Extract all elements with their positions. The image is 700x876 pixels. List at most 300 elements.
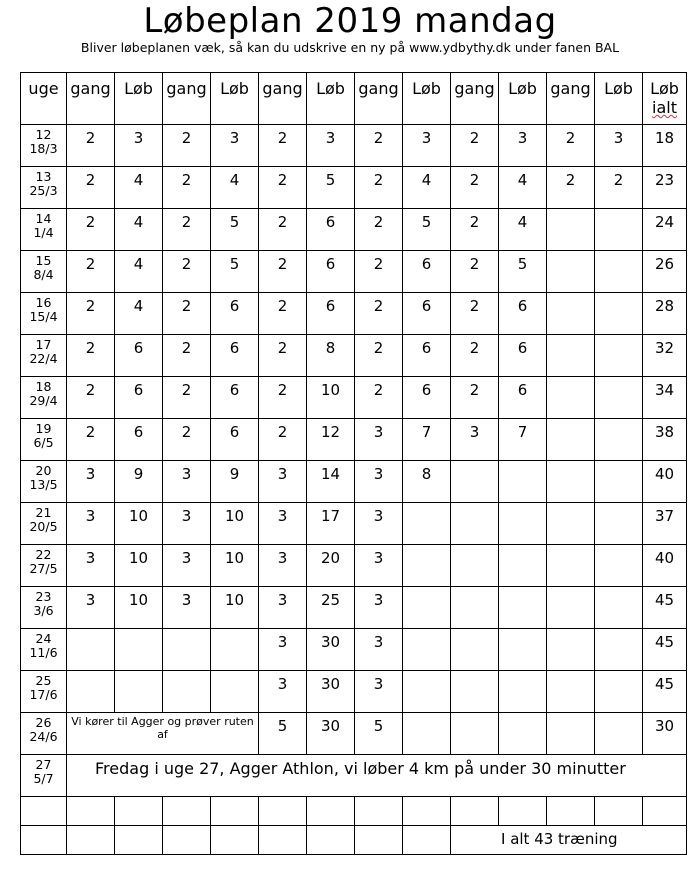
data-cell: 2 bbox=[355, 209, 403, 251]
total-cell: 45 bbox=[643, 671, 687, 713]
data-cell bbox=[595, 377, 643, 419]
data-cell: 14 bbox=[307, 461, 355, 503]
data-cell: 2 bbox=[451, 377, 499, 419]
data-cell bbox=[67, 671, 115, 713]
data-cell: 2 bbox=[355, 167, 403, 209]
total-cell: 26 bbox=[643, 251, 687, 293]
week-number: 19 bbox=[35, 421, 52, 436]
data-cell: 3 bbox=[259, 461, 307, 503]
empty-cell bbox=[259, 797, 307, 826]
data-cell: 4 bbox=[115, 167, 163, 209]
table-row bbox=[21, 545, 687, 587]
table-row bbox=[21, 251, 687, 293]
data-cell: 3 bbox=[355, 671, 403, 713]
data-cell bbox=[211, 671, 259, 713]
data-cell: 4 bbox=[115, 293, 163, 335]
week-date: 20/5 bbox=[29, 519, 58, 534]
week-number: 22 bbox=[35, 547, 52, 562]
empty-cell bbox=[115, 826, 163, 855]
week-cell bbox=[21, 545, 67, 587]
data-cell: 3 bbox=[259, 671, 307, 713]
empty-cell bbox=[163, 797, 211, 826]
data-cell: 30 bbox=[307, 713, 355, 755]
data-cell: 6 bbox=[115, 419, 163, 461]
total-cell: 23 bbox=[643, 167, 687, 209]
empty-cell bbox=[115, 797, 163, 826]
total-cell: 37 bbox=[643, 503, 687, 545]
week-date: 25/3 bbox=[29, 183, 58, 198]
data-cell: 2 bbox=[67, 251, 115, 293]
week-number: 17 bbox=[35, 337, 52, 352]
week-cell bbox=[21, 125, 67, 167]
data-cell bbox=[595, 629, 643, 671]
total-header-line: ialt bbox=[652, 98, 677, 117]
week-cell bbox=[21, 461, 67, 503]
total-cell: 45 bbox=[643, 587, 687, 629]
table-row bbox=[21, 377, 687, 419]
week-date: 18/3 bbox=[29, 141, 58, 156]
column-header: Løb bbox=[307, 73, 355, 125]
data-cell bbox=[403, 629, 451, 671]
empty-row bbox=[21, 797, 687, 826]
data-cell bbox=[163, 629, 211, 671]
week-cell bbox=[21, 419, 67, 461]
data-cell: 3 bbox=[355, 419, 403, 461]
week-date: 15/4 bbox=[29, 309, 58, 324]
week-number: 16 bbox=[35, 295, 52, 310]
week-cell bbox=[21, 209, 67, 251]
data-cell: 3 bbox=[259, 587, 307, 629]
week-cell bbox=[21, 377, 67, 419]
data-cell bbox=[595, 671, 643, 713]
table-row bbox=[21, 209, 687, 251]
data-cell: 3 bbox=[67, 545, 115, 587]
note-cell: Vi kører til Agger og prøver ruten af bbox=[67, 713, 259, 755]
week-cell bbox=[21, 587, 67, 629]
week-date: 8/4 bbox=[33, 267, 54, 282]
week-cell bbox=[21, 503, 67, 545]
data-cell: 30 bbox=[307, 629, 355, 671]
data-cell bbox=[499, 713, 547, 755]
data-cell: 6 bbox=[403, 251, 451, 293]
info-cell: Fredag i uge 27, Agger Athlon, vi løber 4 km på under 30 minutter bbox=[67, 755, 687, 797]
data-cell: 2 bbox=[163, 377, 211, 419]
header-row bbox=[21, 73, 687, 125]
data-cell: 3 bbox=[163, 545, 211, 587]
data-cell bbox=[547, 293, 595, 335]
week-number: 26 bbox=[35, 715, 52, 730]
data-cell bbox=[499, 503, 547, 545]
data-cell: 2 bbox=[451, 335, 499, 377]
total-cell: 24 bbox=[643, 209, 687, 251]
table-row bbox=[21, 419, 687, 461]
total-cell: 32 bbox=[643, 335, 687, 377]
week-number: 12 bbox=[35, 127, 52, 142]
data-cell bbox=[595, 209, 643, 251]
data-cell bbox=[115, 629, 163, 671]
data-cell: 4 bbox=[499, 167, 547, 209]
data-cell: 4 bbox=[115, 251, 163, 293]
empty-cell bbox=[67, 826, 115, 855]
data-cell: 3 bbox=[259, 629, 307, 671]
week-date: 5/7 bbox=[33, 771, 54, 786]
total-cell: 38 bbox=[643, 419, 687, 461]
empty-cell bbox=[547, 797, 595, 826]
data-cell: 6 bbox=[403, 293, 451, 335]
empty-cell bbox=[21, 826, 67, 855]
data-cell: 3 bbox=[115, 125, 163, 167]
data-cell bbox=[547, 545, 595, 587]
data-cell: 25 bbox=[307, 587, 355, 629]
data-cell: 2 bbox=[67, 419, 115, 461]
data-cell bbox=[451, 713, 499, 755]
data-cell: 6 bbox=[403, 335, 451, 377]
data-cell bbox=[403, 671, 451, 713]
table-row bbox=[21, 503, 687, 545]
data-cell: 2 bbox=[67, 293, 115, 335]
week-cell bbox=[21, 335, 67, 377]
week-cell bbox=[21, 629, 67, 671]
data-cell: 10 bbox=[211, 545, 259, 587]
data-cell bbox=[451, 503, 499, 545]
data-cell: 8 bbox=[307, 335, 355, 377]
data-cell: 20 bbox=[307, 545, 355, 587]
week-cell bbox=[21, 713, 67, 755]
data-cell bbox=[499, 461, 547, 503]
data-cell: 3 bbox=[355, 545, 403, 587]
data-cell: 6 bbox=[403, 377, 451, 419]
data-cell: 30 bbox=[307, 671, 355, 713]
data-cell: 2 bbox=[163, 125, 211, 167]
empty-cell bbox=[163, 826, 211, 855]
data-cell: 3 bbox=[355, 503, 403, 545]
table-row bbox=[21, 335, 687, 377]
data-cell bbox=[547, 419, 595, 461]
column-header: gang bbox=[67, 73, 115, 125]
data-cell: 2 bbox=[67, 167, 115, 209]
data-cell: 6 bbox=[307, 209, 355, 251]
data-cell: 3 bbox=[355, 461, 403, 503]
table-row bbox=[21, 125, 687, 167]
data-cell: 10 bbox=[115, 587, 163, 629]
week-date: 13/5 bbox=[29, 477, 58, 492]
table-row bbox=[21, 167, 687, 209]
data-cell bbox=[547, 461, 595, 503]
empty-cell bbox=[307, 797, 355, 826]
data-cell: 2 bbox=[355, 335, 403, 377]
data-cell bbox=[499, 545, 547, 587]
data-cell bbox=[595, 419, 643, 461]
data-cell: 6 bbox=[499, 293, 547, 335]
week-number: 27 bbox=[35, 757, 52, 772]
data-cell bbox=[451, 461, 499, 503]
total-row bbox=[21, 826, 687, 855]
week-date: 27/5 bbox=[29, 561, 58, 576]
data-cell: 2 bbox=[451, 251, 499, 293]
data-cell: 5 bbox=[307, 167, 355, 209]
empty-cell bbox=[499, 797, 547, 826]
empty-cell bbox=[451, 797, 499, 826]
total-cell: 28 bbox=[643, 293, 687, 335]
data-cell: 3 bbox=[259, 503, 307, 545]
page-title: Løbeplan 2019 mandag bbox=[143, 1, 557, 41]
total-training-cell: I alt 43 træning bbox=[451, 826, 687, 855]
week-number: 25 bbox=[35, 673, 52, 688]
data-cell: 3 bbox=[307, 125, 355, 167]
data-cell: 2 bbox=[451, 209, 499, 251]
week-date: 24/6 bbox=[29, 729, 58, 744]
week-date: 6/5 bbox=[33, 435, 54, 450]
data-cell bbox=[547, 251, 595, 293]
column-header: Løb bbox=[499, 73, 547, 125]
data-cell bbox=[547, 587, 595, 629]
data-cell: 5 bbox=[211, 209, 259, 251]
week-number: 23 bbox=[35, 589, 52, 604]
data-cell: 2 bbox=[451, 125, 499, 167]
data-cell bbox=[547, 671, 595, 713]
table-row bbox=[21, 713, 687, 755]
data-cell bbox=[451, 671, 499, 713]
data-cell: 4 bbox=[499, 209, 547, 251]
data-cell: 2 bbox=[355, 377, 403, 419]
week-cell bbox=[21, 167, 67, 209]
data-cell: 2 bbox=[595, 167, 643, 209]
data-cell: 10 bbox=[211, 587, 259, 629]
data-cell bbox=[547, 503, 595, 545]
data-cell: 2 bbox=[67, 335, 115, 377]
data-cell: 2 bbox=[163, 251, 211, 293]
data-cell: 12 bbox=[307, 419, 355, 461]
week-number: 20 bbox=[35, 463, 52, 478]
column-header: Løb bbox=[403, 73, 451, 125]
table-row bbox=[21, 461, 687, 503]
empty-cell bbox=[643, 797, 687, 826]
data-cell: 2 bbox=[259, 293, 307, 335]
data-cell: 2 bbox=[67, 377, 115, 419]
week-date: 1/4 bbox=[33, 225, 54, 240]
page-subtitle: Bliver løbeplanen væk, så kan du udskrive en ny på www.ydbythy.dk under fanen BAL bbox=[80, 40, 620, 55]
data-cell: 2 bbox=[163, 419, 211, 461]
data-cell bbox=[595, 461, 643, 503]
column-header: gang bbox=[355, 73, 403, 125]
table-body bbox=[21, 73, 687, 855]
data-cell bbox=[499, 671, 547, 713]
week-number: 21 bbox=[35, 505, 52, 520]
empty-cell bbox=[211, 826, 259, 855]
data-cell: 17 bbox=[307, 503, 355, 545]
column-header: gang bbox=[451, 73, 499, 125]
data-cell: 6 bbox=[307, 251, 355, 293]
data-cell: 4 bbox=[115, 209, 163, 251]
data-cell bbox=[547, 335, 595, 377]
data-cell: 2 bbox=[547, 167, 595, 209]
total-header-line: Løb bbox=[650, 79, 679, 98]
data-cell: 3 bbox=[499, 125, 547, 167]
data-cell: 10 bbox=[211, 503, 259, 545]
column-header: Løb bbox=[595, 73, 643, 125]
column-header: gang bbox=[547, 73, 595, 125]
data-cell: 10 bbox=[307, 377, 355, 419]
column-header: uge bbox=[21, 73, 67, 125]
data-cell: 5 bbox=[211, 251, 259, 293]
data-cell: 7 bbox=[403, 419, 451, 461]
column-header: Løb bbox=[115, 73, 163, 125]
total-cell: 18 bbox=[643, 125, 687, 167]
week-number: 24 bbox=[35, 631, 52, 646]
data-cell: 2 bbox=[547, 125, 595, 167]
data-cell: 3 bbox=[163, 587, 211, 629]
data-cell: 10 bbox=[115, 503, 163, 545]
week-date: 22/4 bbox=[29, 351, 58, 366]
data-cell bbox=[403, 545, 451, 587]
data-cell: 5 bbox=[403, 209, 451, 251]
data-cell: 2 bbox=[355, 125, 403, 167]
data-cell: 4 bbox=[403, 167, 451, 209]
column-header-total bbox=[643, 73, 687, 125]
data-cell: 2 bbox=[259, 335, 307, 377]
empty-cell bbox=[403, 797, 451, 826]
empty-cell bbox=[307, 826, 355, 855]
data-cell: 2 bbox=[259, 251, 307, 293]
data-cell: 5 bbox=[259, 713, 307, 755]
week-number: 18 bbox=[35, 379, 52, 394]
week-date: 29/4 bbox=[29, 393, 58, 408]
empty-cell bbox=[21, 797, 67, 826]
column-header: gang bbox=[259, 73, 307, 125]
data-cell: 6 bbox=[211, 335, 259, 377]
data-cell bbox=[115, 671, 163, 713]
table-row bbox=[21, 293, 687, 335]
data-cell: 2 bbox=[67, 209, 115, 251]
data-cell bbox=[595, 713, 643, 755]
data-cell bbox=[547, 713, 595, 755]
data-cell: 2 bbox=[259, 125, 307, 167]
data-cell: 3 bbox=[67, 503, 115, 545]
data-cell bbox=[595, 587, 643, 629]
data-cell: 2 bbox=[163, 335, 211, 377]
empty-cell bbox=[211, 797, 259, 826]
data-cell: 3 bbox=[67, 587, 115, 629]
empty-cell bbox=[403, 826, 451, 855]
week-cell bbox=[21, 251, 67, 293]
data-cell: 3 bbox=[355, 587, 403, 629]
empty-cell bbox=[67, 797, 115, 826]
total-cell: 40 bbox=[643, 461, 687, 503]
data-cell bbox=[547, 629, 595, 671]
data-cell bbox=[547, 377, 595, 419]
data-cell bbox=[67, 629, 115, 671]
data-cell: 3 bbox=[259, 545, 307, 587]
data-cell: 6 bbox=[211, 419, 259, 461]
week-number: 14 bbox=[35, 211, 52, 226]
data-cell: 2 bbox=[451, 293, 499, 335]
data-cell bbox=[499, 629, 547, 671]
data-cell: 6 bbox=[499, 335, 547, 377]
week-cell bbox=[21, 671, 67, 713]
data-cell bbox=[595, 293, 643, 335]
data-cell: 6 bbox=[115, 377, 163, 419]
data-cell: 2 bbox=[259, 419, 307, 461]
data-cell bbox=[595, 335, 643, 377]
data-cell: 6 bbox=[211, 293, 259, 335]
column-header: gang bbox=[163, 73, 211, 125]
total-cell: 30 bbox=[643, 713, 687, 755]
table-row bbox=[21, 755, 687, 797]
data-cell: 3 bbox=[163, 461, 211, 503]
week-date: 3/6 bbox=[33, 603, 54, 618]
data-cell bbox=[211, 629, 259, 671]
empty-cell bbox=[259, 826, 307, 855]
empty-cell bbox=[595, 797, 643, 826]
data-cell: 2 bbox=[67, 125, 115, 167]
week-date: 17/6 bbox=[29, 687, 58, 702]
data-cell bbox=[403, 713, 451, 755]
data-cell bbox=[451, 545, 499, 587]
data-cell bbox=[547, 209, 595, 251]
data-cell: 2 bbox=[259, 377, 307, 419]
data-cell bbox=[451, 629, 499, 671]
data-cell: 5 bbox=[355, 713, 403, 755]
week-cell bbox=[21, 755, 67, 797]
data-cell: 2 bbox=[355, 251, 403, 293]
week-number: 15 bbox=[35, 253, 52, 268]
data-cell: 2 bbox=[259, 209, 307, 251]
week-date: 11/6 bbox=[29, 645, 58, 660]
data-cell: 6 bbox=[211, 377, 259, 419]
data-cell: 3 bbox=[403, 125, 451, 167]
data-cell: 3 bbox=[451, 419, 499, 461]
data-cell bbox=[595, 503, 643, 545]
data-cell: 3 bbox=[355, 629, 403, 671]
data-cell: 2 bbox=[259, 167, 307, 209]
data-cell bbox=[499, 587, 547, 629]
total-cell: 40 bbox=[643, 545, 687, 587]
week-cell bbox=[21, 293, 67, 335]
data-cell: 4 bbox=[211, 167, 259, 209]
empty-cell bbox=[355, 826, 403, 855]
data-cell: 2 bbox=[355, 293, 403, 335]
table-row bbox=[21, 629, 687, 671]
total-cell: 45 bbox=[643, 629, 687, 671]
data-cell: 3 bbox=[163, 503, 211, 545]
data-cell: 3 bbox=[211, 125, 259, 167]
data-cell: 7 bbox=[499, 419, 547, 461]
data-cell: 10 bbox=[115, 545, 163, 587]
data-cell bbox=[403, 503, 451, 545]
data-cell: 9 bbox=[115, 461, 163, 503]
column-header: Løb bbox=[211, 73, 259, 125]
data-cell: 6 bbox=[307, 293, 355, 335]
data-cell: 2 bbox=[451, 167, 499, 209]
data-cell: 3 bbox=[595, 125, 643, 167]
data-cell bbox=[595, 545, 643, 587]
data-cell: 3 bbox=[67, 461, 115, 503]
data-cell: 2 bbox=[163, 167, 211, 209]
data-cell: 8 bbox=[403, 461, 451, 503]
data-cell: 5 bbox=[499, 251, 547, 293]
data-cell bbox=[403, 587, 451, 629]
table-row bbox=[21, 587, 687, 629]
data-cell bbox=[595, 251, 643, 293]
week-number: 13 bbox=[35, 169, 52, 184]
data-cell bbox=[451, 587, 499, 629]
data-cell: 9 bbox=[211, 461, 259, 503]
data-cell: 2 bbox=[163, 209, 211, 251]
data-cell: 6 bbox=[499, 377, 547, 419]
data-cell bbox=[163, 671, 211, 713]
empty-cell bbox=[355, 797, 403, 826]
total-cell: 34 bbox=[643, 377, 687, 419]
